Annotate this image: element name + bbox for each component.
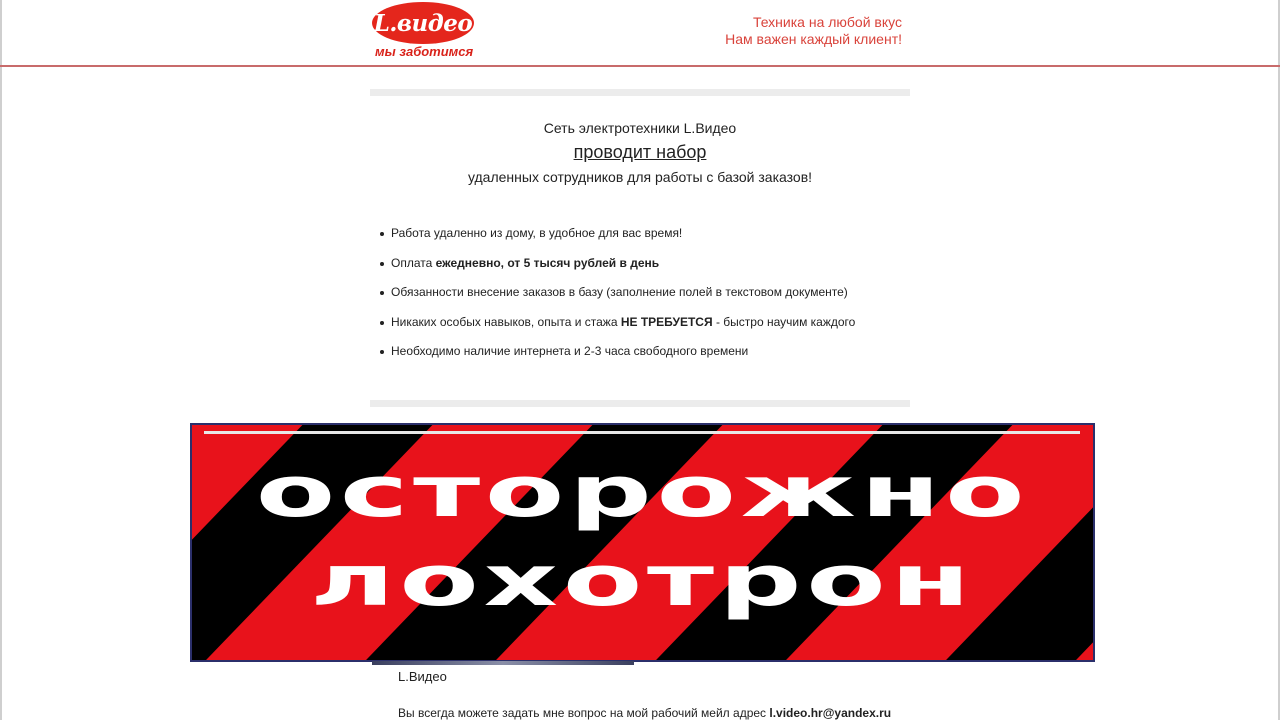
slogan-line-1: Техника на любой вкус (752, 14, 902, 30)
logo-badge: L.видео (372, 2, 474, 44)
intro-company: Сеть электротехники L.Видео (543, 120, 737, 136)
job-benefits-list (380, 226, 910, 374)
list-item-text: Необходимо наличие интернета и 2-3 часа свободного времени (391, 344, 749, 358)
warning-word-caution: осторожно (255, 450, 1030, 534)
list-item-text: Обязанности внесение заказов в базу (заполнение полей в текстовом документе) (391, 285, 848, 299)
bullet-icon (380, 321, 384, 325)
image-strip (372, 661, 634, 665)
left-edge (0, 0, 2, 720)
bullet-icon (380, 232, 384, 236)
list-item (380, 315, 910, 345)
header-slogan (725, 14, 902, 48)
list-item-text: Оплата ежедневно, от 5 тысяч рублей в день (391, 255, 660, 270)
header-divider (0, 65, 1280, 67)
lvideo-logo[interactable] (372, 2, 476, 60)
site-header (0, 0, 1280, 66)
contact-line: Вы всегда можете задать мне вопрос на мой рабочий мейл адрес l.video.hr@yandex.ru (398, 706, 892, 720)
bullet-icon (380, 350, 384, 354)
warning-word-scam: лохотрон (309, 539, 976, 623)
contact-email-link[interactable]: l.video.hr@yandex.ru (769, 706, 892, 720)
list-item-text: Работа удаленно из дому, в удобное для вас время! (391, 226, 683, 240)
intro-subtitle: удаленных сотрудников для работы с базой заказов! (467, 169, 813, 185)
list-item (380, 285, 910, 315)
intro-headline: проводит набор (573, 142, 707, 162)
list-item (380, 256, 910, 286)
not-required-highlight: НЕ ТРЕБУЕТСЯ (620, 314, 713, 329)
bullet-icon (380, 262, 384, 266)
logo-tagline: мы заботимся (375, 44, 474, 59)
signature: L.Видео (398, 669, 447, 684)
list-item (380, 226, 910, 256)
list-item (380, 344, 910, 374)
pay-highlight: ежедневно, от 5 тысяч рублей в день (435, 255, 660, 270)
slogan-line-2: Нам важен каждый клиент! (725, 31, 902, 47)
list-item-text: Никаких особых навыков, опыта и стажа НЕ ТРЕБУЕТСЯ - быстро научим каждого (391, 314, 856, 329)
card-divider-top (370, 89, 910, 96)
banner-top-line (204, 431, 1080, 434)
card-divider-bottom (370, 400, 910, 407)
bullet-icon (380, 291, 384, 295)
ad-intro (370, 120, 910, 185)
